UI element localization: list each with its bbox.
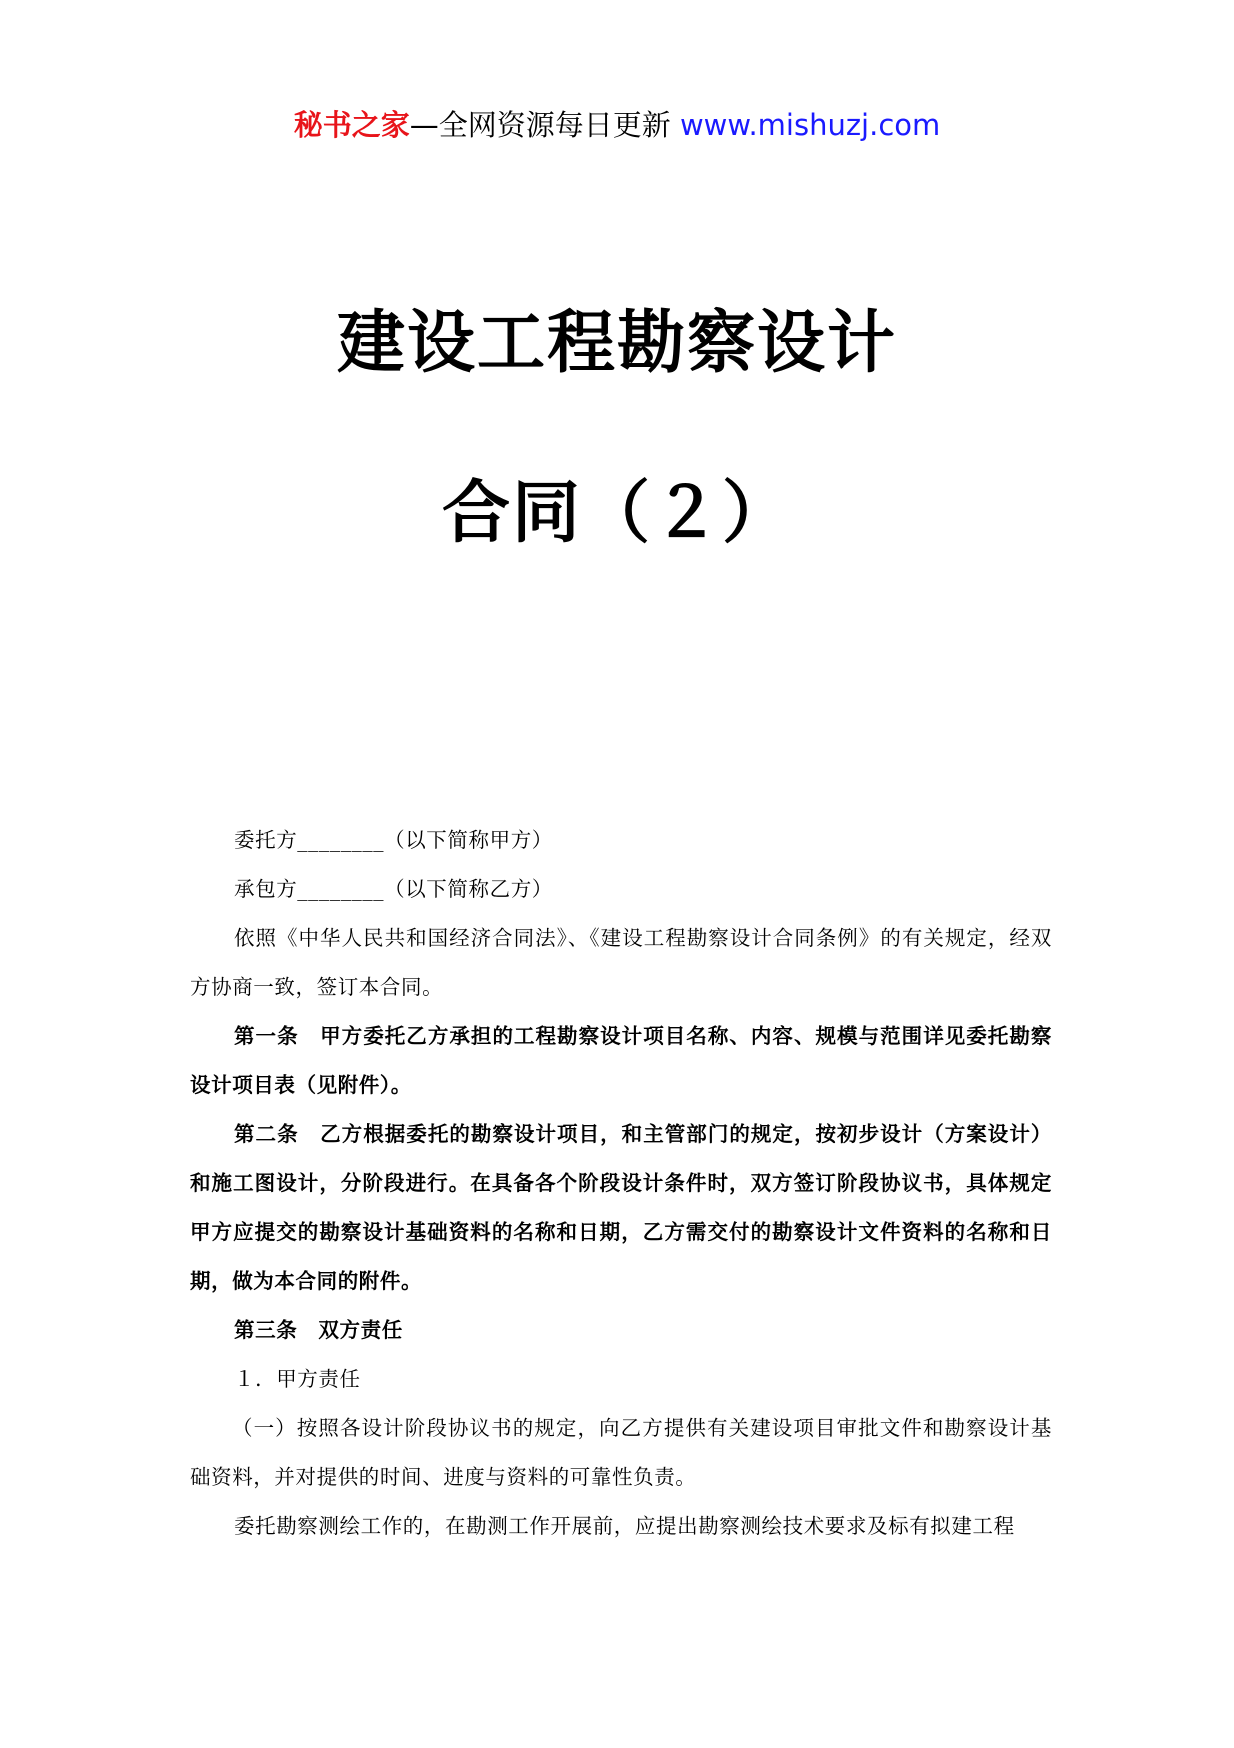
document-title-line-1: 建设工程勘察设计: [336, 303, 897, 383]
paragraph-contractor-party: 承包方________（以下简称乙方）: [234, 877, 553, 901]
document-title-line-2: 合同（２）: [441, 473, 792, 553]
paragraph-survey-requirements: 委托勘察测绘工作的，在勘测工作开展前，应提出勘察测绘技术要求及标有拟建工程: [234, 1514, 1015, 1538]
article-3-heading: 第三条 双方责任: [234, 1318, 403, 1342]
header-tagline: —全网资源每日更新: [409, 108, 671, 142]
paragraph-client-party: 委托方________（以下简称甲方）: [234, 828, 553, 852]
contract-body: [190, 816, 1052, 1551]
article-2: 第二条 乙方根据委托的勘察设计项目，和主管部门的规定，按初步设计（方案设计）和施工图设计，分阶段进行。在具备各个阶段设计条件时，双方签订阶段协议书，具体规定甲方应提交的勘察设计基础资料的名称和日期，乙方需交付的勘察设计文件资料的名称和日期，做为本合同的附件。: [190, 1122, 1052, 1293]
site-link[interactable]: www.mishuzj.com: [679, 108, 941, 142]
clause-1: （一）按照各设计阶段协议书的规定，向乙方提供有关建设项目审批文件和勘察设计基础资料，并对提供的时间、进度与资料的可靠性负责。: [190, 1416, 1052, 1489]
subsection-party-a-duties: １．甲方责任: [234, 1367, 361, 1391]
paragraph-preamble: 依照《中华人民共和国经济合同法》、《建设工程勘察设计合同条例》的有关规定，经双方协商一致，签订本合同。: [190, 926, 1052, 999]
article-1: 第一条 甲方委托乙方承担的工程勘察设计项目名称、内容、规模与范围详见委托勘察设计项目表（见附件）。: [190, 1024, 1052, 1097]
brand-name: 秘书之家: [293, 108, 410, 142]
site-header: [0, 100, 1234, 150]
